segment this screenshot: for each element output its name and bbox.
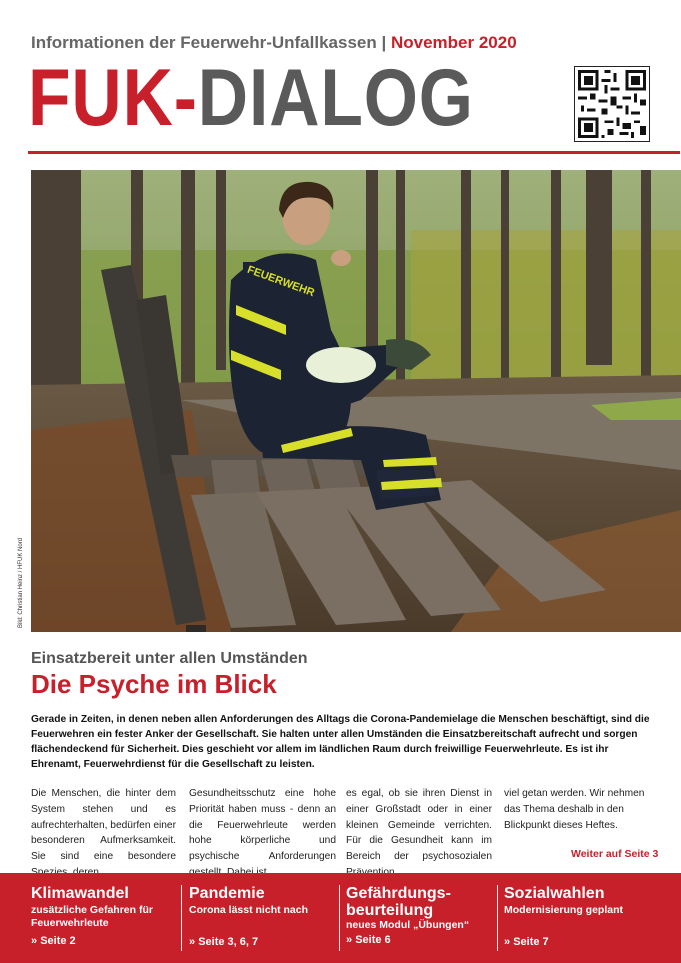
teaser-subtitle: Modernisierung geplant [504, 904, 624, 916]
continue-link[interactable]: Weiter auf Seite 3 [571, 848, 659, 860]
teaser-subtitle: Corona lässt nicht nach [189, 904, 309, 916]
teaser-sozialwahlen[interactable] [504, 885, 654, 948]
teaser-page: » Seite 3, 6, 7 [189, 936, 259, 948]
masthead-dialog: DIALOG [197, 53, 474, 143]
chevron-right-icon: » [189, 936, 196, 948]
teaser-divider [181, 885, 182, 951]
cover-photo [31, 170, 681, 632]
teaser-pandemie[interactable] [189, 885, 334, 948]
photo-credit: Bild: Christian Heinz / HFUK Nord [18, 537, 24, 628]
chevron-right-icon: » [31, 935, 38, 947]
chevron-right-icon: » [504, 936, 511, 948]
header-rule [28, 151, 680, 154]
qr-code-icon[interactable] [574, 66, 650, 142]
teaser-subtitle: neues Modul „Übungen“ [346, 919, 470, 931]
teaser-bar [0, 873, 681, 963]
article-kicker: Einsatzbereit unter allen Umständen [31, 650, 308, 667]
article-column-3: es egal, ob sie ihren Dienst in einer Großstadt oder in einer kleinen Gemeinde verrichten. Für die Gesundheit kann im Bereich der psychosozialen [346, 788, 492, 863]
chevron-right-icon: » [346, 934, 353, 946]
teaser-title: Pandemie [189, 885, 265, 902]
teaser-title: Klimawandel [31, 885, 129, 902]
article-column-4: viel getan werden. Wir nehmen das Thema deshalb in den Blickpunkt dieses Heftes. [504, 788, 645, 831]
teaser-title: Sozialwahlen [504, 885, 605, 902]
issue-date: November 2020 [390, 33, 517, 52]
teaser-page: » Seite 2 [31, 935, 76, 947]
masthead [28, 53, 474, 143]
article-column-1: Die Menschen, die hinter dem System stehen und es aufrechterhalten, bedürfen einer besonderen Aufmerksamkeit. Sie sind eine besondere [31, 788, 176, 863]
issue-line [31, 33, 517, 53]
teaser-title: Gefährdungs-beurteilung [346, 885, 451, 919]
teaser-gefaehrdungsbeurteilung[interactable] [346, 885, 494, 946]
teaser-divider [339, 885, 340, 951]
teaser-page: » Seite 6 [346, 934, 391, 946]
publication-subtitle: Informationen der Feuerwehr-Unfallkassen [31, 33, 377, 52]
teaser-subtitle: zusätzliche Gefahren für Feuerwehrleute [31, 904, 153, 929]
jacket-text: FEUERWEHR [245, 263, 317, 300]
teaser-klimawandel[interactable] [31, 885, 176, 947]
article-column-2: Gesundheitsschutz eine hohe Priorität haben muss - denn an die Feuerwehrleute werden hohe körperliche und psychische Anforderungen [189, 788, 336, 863]
teaser-page: » Seite 7 [504, 936, 549, 948]
masthead-fuk: FUK- [28, 53, 198, 143]
separator: | [381, 33, 387, 52]
article-headline: Die Psyche im Blick [31, 669, 277, 699]
teaser-divider [497, 885, 498, 951]
article-lead: Gerade in Zeiten, in denen neben allen Anforderungen des Alltags die Corona-Pandemielage die Menschen beschäftigt, sind die Feuerwehren ein fester Anker der Gesellschaft. Sie halten unter allen Umständen die Einsatzbereitschaft aufrecht und sorgen flächendeckend für Sicherheit. Dies geschieht vor allem im ländlichen Raum durch freiwillige Feuerwehrleute. Es ist ihr Ehrenamt, Feuerwehrdienst für die Gesellschaft zu leisten. [31, 714, 650, 770]
